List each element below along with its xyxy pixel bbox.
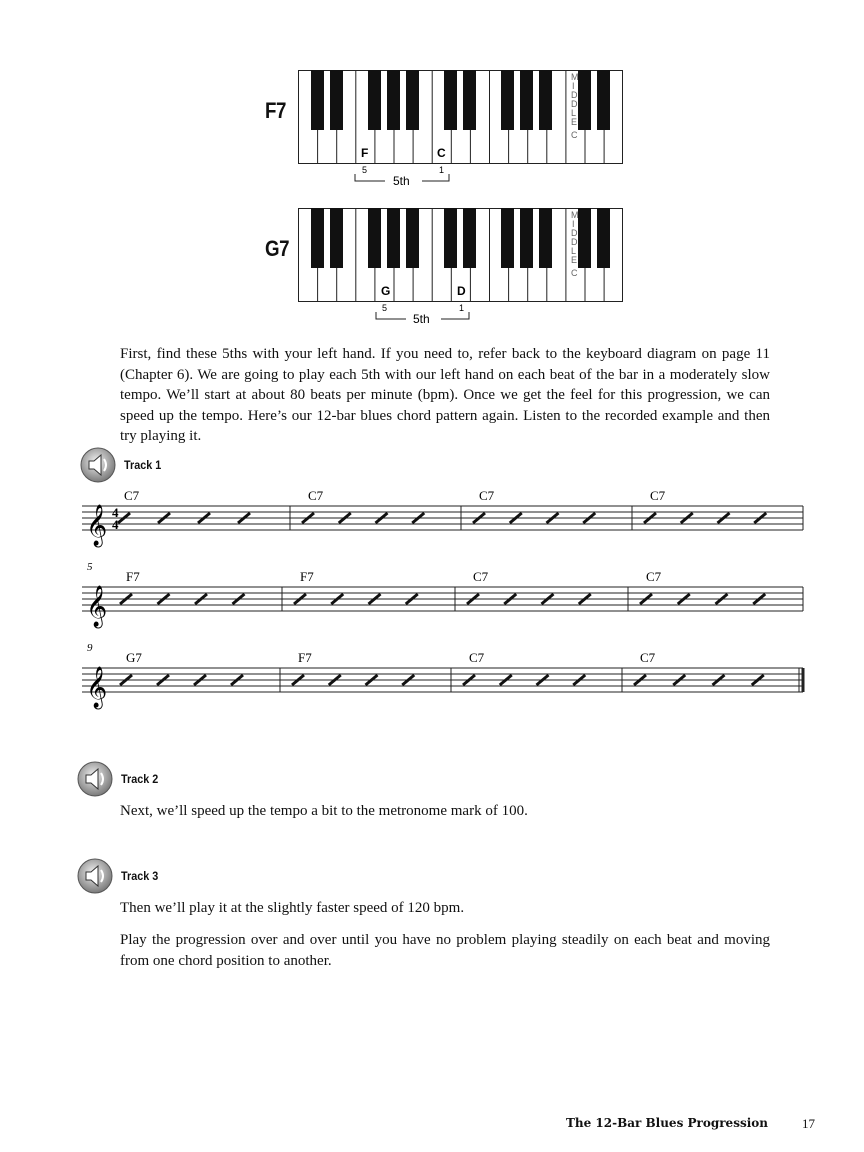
- svg-text:L: L: [571, 108, 577, 118]
- rhythm-slash: [406, 594, 418, 604]
- rhythm-slash: [118, 513, 130, 523]
- rhythm-slash: [366, 675, 378, 685]
- rhythm-slash: [716, 594, 728, 604]
- chord-symbol: C7: [479, 488, 495, 503]
- rhythm-slash: [542, 594, 554, 604]
- chord-name-f7: F7: [265, 98, 286, 123]
- track-3-label: Track 3: [121, 869, 159, 883]
- finger-number-high: 1: [439, 165, 445, 175]
- intro-paragraph: First, find these 5ths with your left hand. If you need to, refer back to the keyboard diagram on page 11 (Chapter 6). We are going to play each 5th with our left hand on each beat of the bar in a moderately slow tempo. We’ll start at about 80 beats per minute (bpm). Once we get the feel for this progression, we can speed up the tempo. Here’s our 12-bar blues chord pattern again. Listen to the recorded example and then try playing it.: [120, 346, 770, 444]
- rhythm-slash: [634, 675, 646, 685]
- rhythm-slash: [510, 513, 522, 523]
- treble-clef-icon: 𝄞: [86, 586, 108, 627]
- rhythm-slash: [713, 675, 725, 685]
- chord-symbol: F7: [300, 569, 314, 584]
- svg-text:I: I: [572, 219, 575, 229]
- rhythm-slash: [238, 513, 250, 523]
- chord-symbol: C7: [469, 650, 485, 665]
- rhythm-slash: [329, 675, 341, 685]
- time-signature-top: 4: [112, 505, 119, 520]
- note-label-d: D: [457, 284, 466, 298]
- svg-text:D: D: [571, 90, 578, 100]
- note-label-g: G: [381, 284, 391, 298]
- rhythm-slash: [547, 513, 559, 523]
- rhythm-slash: [339, 513, 351, 523]
- note-label-f: F: [361, 146, 369, 160]
- measure-number: 9: [87, 642, 93, 654]
- chord-symbol: G7: [126, 650, 142, 665]
- rhythm-slash: [583, 513, 595, 523]
- chord-symbol: C7: [473, 569, 489, 584]
- speaker-icon: [80, 447, 116, 483]
- middle-c-label: M: [571, 210, 579, 220]
- rhythm-slash: [504, 594, 516, 604]
- finger-number-low: 5: [382, 303, 388, 313]
- chord-symbol: C7: [650, 488, 666, 503]
- chord-symbol: C7: [308, 488, 324, 503]
- track-2-label: Track 2: [121, 772, 159, 786]
- rhythm-slash: [331, 594, 343, 604]
- rhythm-slash: [292, 675, 304, 685]
- speaker-icon: [77, 858, 113, 894]
- rhythm-slash: [294, 594, 306, 604]
- track-3-marker[interactable]: [77, 858, 162, 894]
- rhythm-slash: [537, 675, 549, 685]
- rhythm-slash: [302, 513, 314, 523]
- track-3-text: Then we’ll play it at the slightly faster speed of 120 bpm.: [120, 900, 465, 916]
- rhythm-slash: [158, 594, 170, 604]
- track-1-label: Track 1: [124, 458, 162, 472]
- svg-text:D: D: [571, 99, 578, 109]
- rhythm-slash: [158, 513, 170, 523]
- rhythm-slash: [369, 594, 381, 604]
- interval-label: 5th: [413, 312, 430, 326]
- svg-text:E: E: [571, 255, 578, 265]
- rhythm-slash: [402, 675, 414, 685]
- rhythm-slash: [198, 513, 210, 523]
- keyboard-diagram-g7: [298, 208, 624, 330]
- middle-c-label: M: [571, 72, 579, 82]
- interval-label: 5th: [393, 174, 410, 188]
- rhythm-slash: [640, 594, 652, 604]
- svg-text:D: D: [571, 237, 578, 247]
- rhythm-slash: [579, 594, 591, 604]
- svg-text:L: L: [571, 246, 577, 256]
- track-1-marker[interactable]: [80, 447, 165, 483]
- rhythm-slash: [467, 594, 479, 604]
- rhythm-slash: [120, 675, 132, 685]
- finger-number-low: 5: [362, 165, 368, 175]
- closing-paragraph: Play the progression over and over until you have no problem playing steadily on each beat and moving from one chord position to another.: [120, 932, 770, 969]
- rhythm-slash: [753, 594, 765, 604]
- rhythm-slash: [376, 513, 388, 523]
- footer-chapter-title: The 12-Bar Blues Progression: [565, 1116, 768, 1130]
- rhythm-slash: [120, 594, 132, 604]
- staff-system-3: [82, 642, 803, 709]
- rhythm-slash: [412, 513, 424, 523]
- speaker-icon: [77, 761, 113, 797]
- time-signature-bottom: 4: [112, 517, 119, 532]
- chord-symbol: C7: [646, 569, 662, 584]
- treble-clef-icon: 𝄞: [86, 667, 108, 708]
- svg-text:D: D: [571, 228, 578, 238]
- rhythm-slash: [157, 675, 169, 685]
- chord-symbol: C7: [124, 488, 140, 503]
- rhythm-slash: [231, 675, 243, 685]
- rhythm-slash: [644, 513, 656, 523]
- finger-number-high: 1: [459, 303, 465, 313]
- chord-symbol: F7: [126, 569, 140, 584]
- staff-system-1: [82, 488, 803, 547]
- rhythm-slash: [673, 675, 685, 685]
- rhythm-slash: [718, 513, 730, 523]
- measure-number: 5: [87, 561, 93, 573]
- chord-symbol: F7: [298, 650, 312, 665]
- chord-name-g7: G7: [265, 236, 290, 261]
- rhythm-slash: [681, 513, 693, 523]
- rhythm-slash: [678, 594, 690, 604]
- note-label-c: C: [437, 146, 446, 160]
- treble-clef-icon: 𝄞: [86, 505, 108, 546]
- track-2-marker[interactable]: [77, 761, 162, 797]
- svg-text:E: E: [571, 117, 578, 127]
- rhythm-slash: [754, 513, 766, 523]
- rhythm-slash: [500, 675, 512, 685]
- keyboard-diagram-f7: [298, 70, 624, 192]
- rhythm-slash: [233, 594, 245, 604]
- rhythm-slash: [194, 675, 206, 685]
- rhythm-slash: [463, 675, 475, 685]
- page-number: 17: [802, 1116, 815, 1131]
- svg-text:C: C: [571, 130, 578, 140]
- rhythm-slash: [473, 513, 485, 523]
- svg-text:I: I: [572, 81, 575, 91]
- svg-text:C: C: [571, 268, 578, 278]
- rhythm-slash: [752, 675, 764, 685]
- rhythm-slash: [195, 594, 207, 604]
- rhythm-slash: [573, 675, 585, 685]
- staff-system-2: [82, 561, 803, 628]
- track-2-text: Next, we’ll speed up the tempo a bit to the metronome mark of 100.: [120, 803, 528, 819]
- chord-symbol: C7: [640, 650, 656, 665]
